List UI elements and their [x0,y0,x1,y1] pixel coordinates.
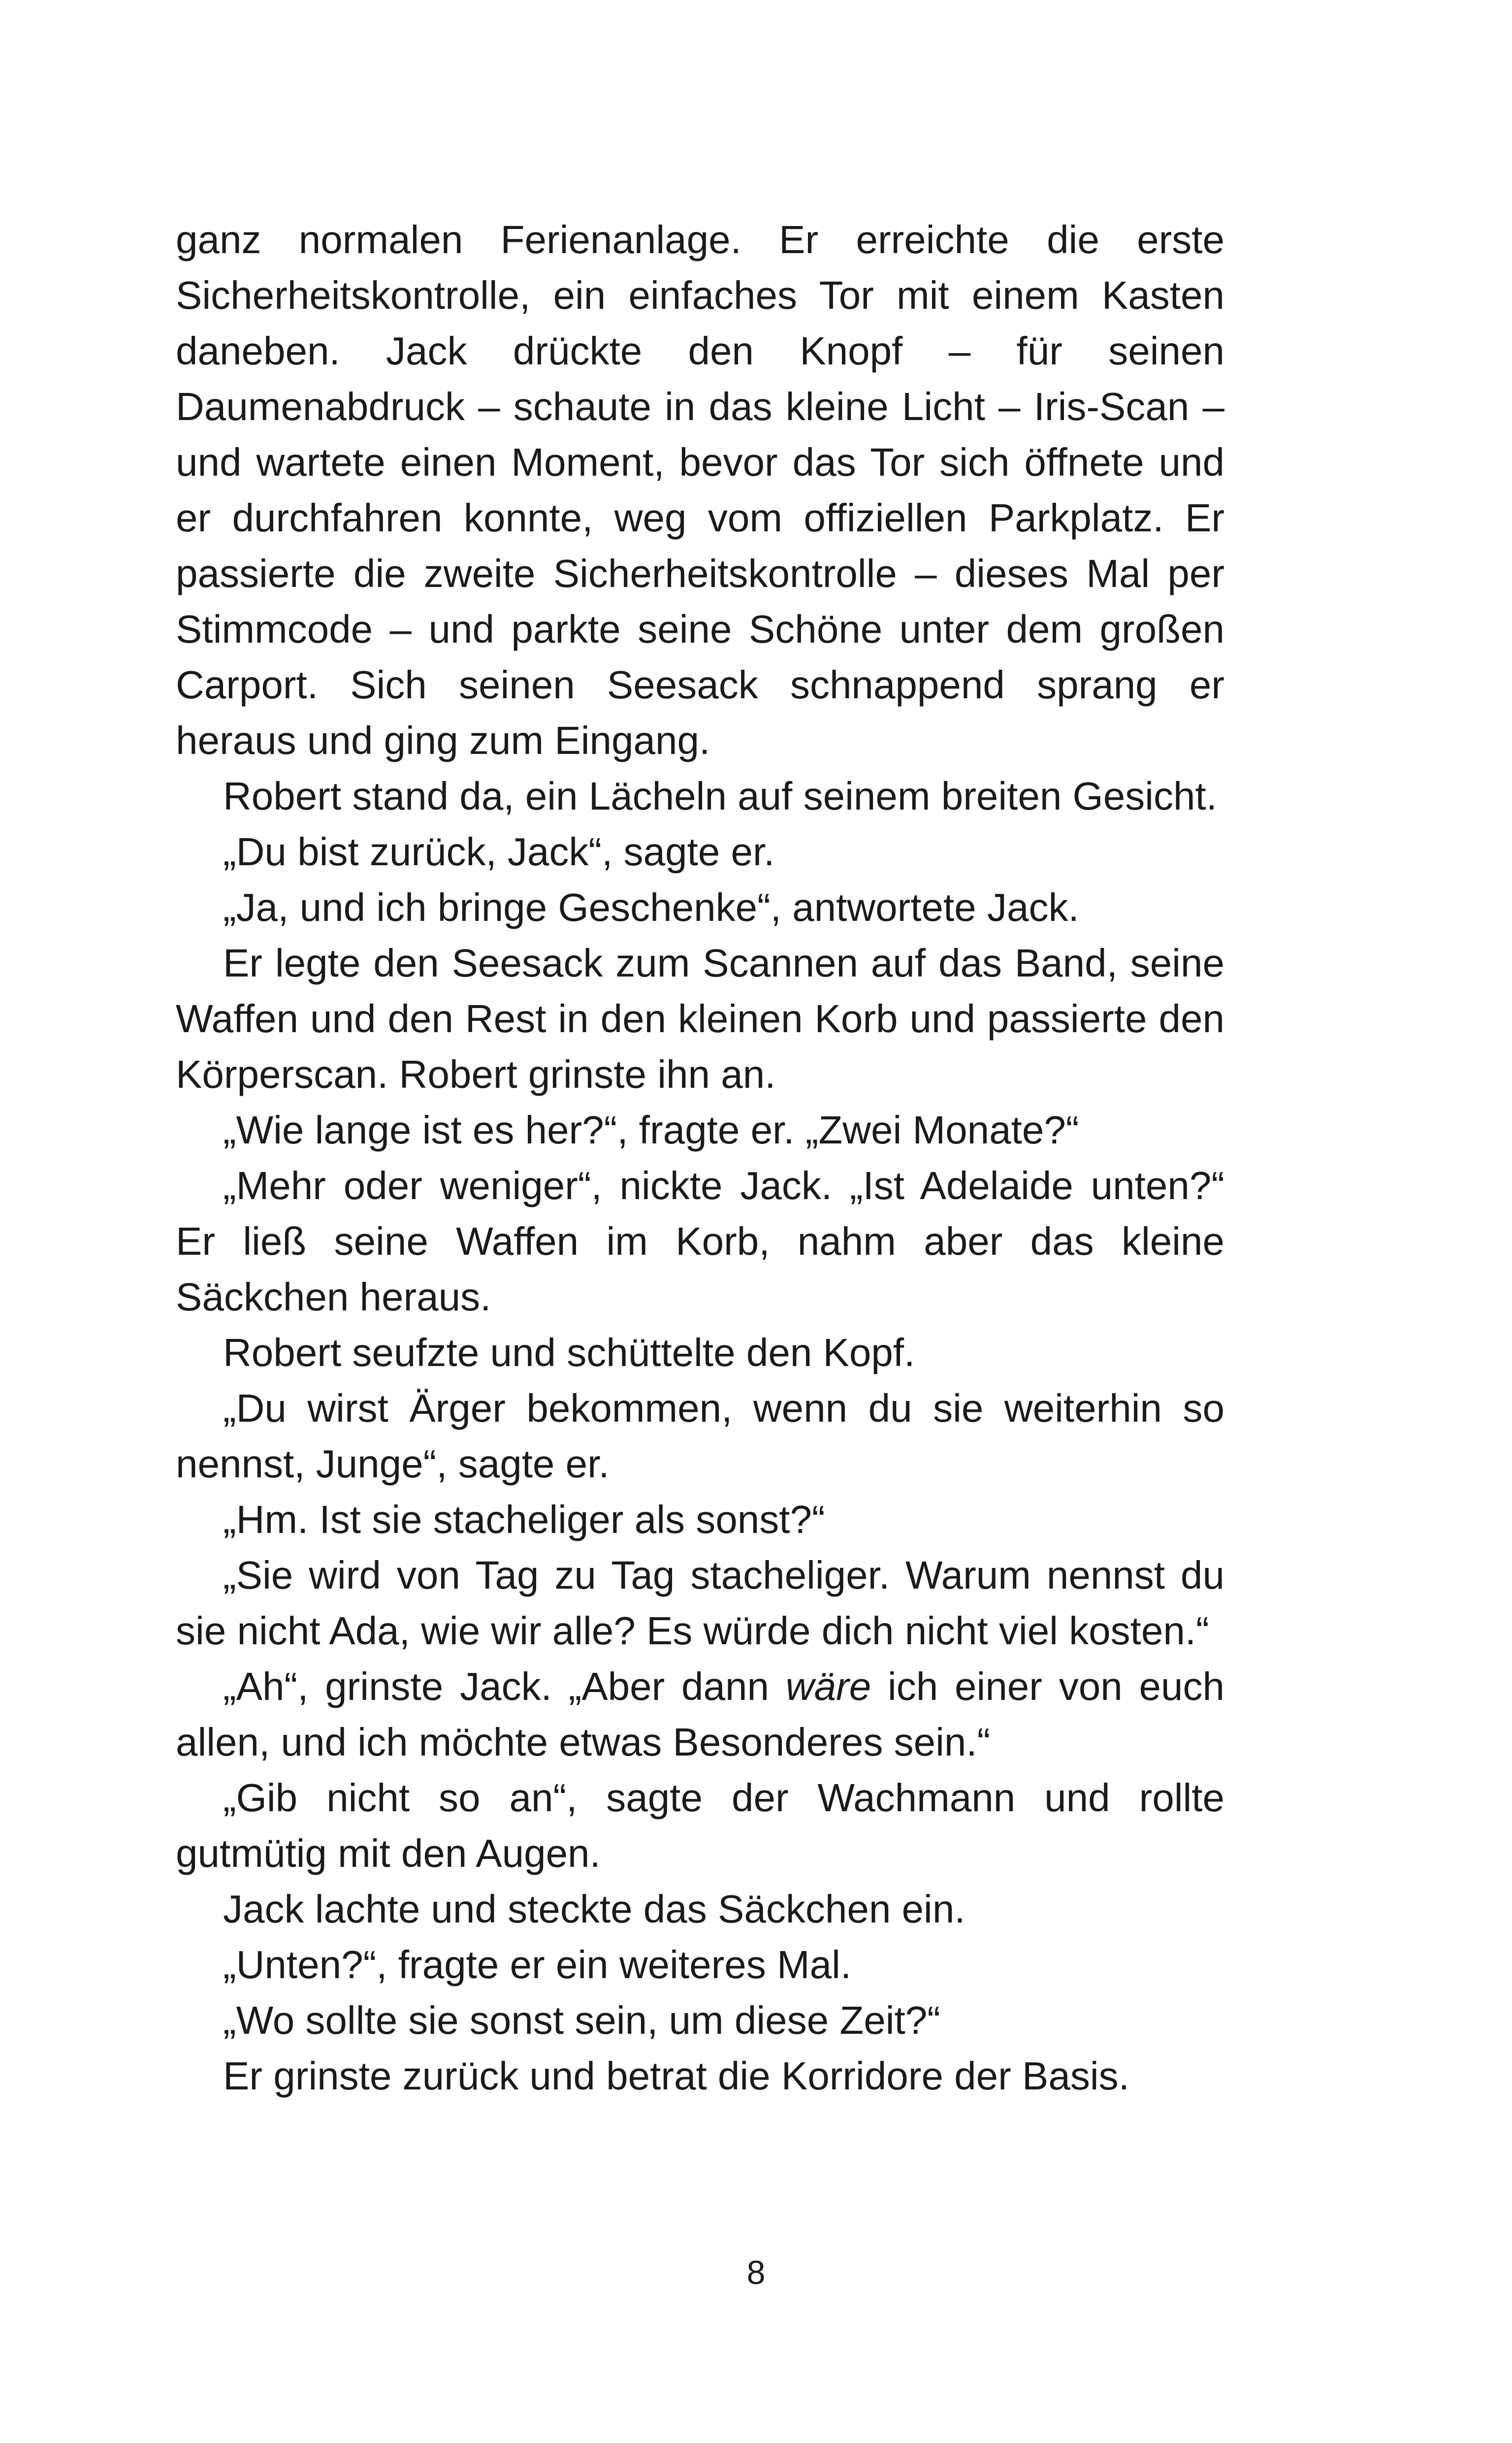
paragraph-12-after: ich einer von euch allen, und ich möchte etwas Besonderes sein.“ [176,1664,1224,1764]
paragraph-12-emphasis: wäre [785,1664,871,1708]
paragraph-1: ganz normalen Ferienanlage. Er erreichte die erste Sicherheitskontrolle, ein einfaches Tor mit einem Kasten daneben. Jack drückte den Knopf – für seinen Daumenabdruck – schaute in das kleine Licht – Iris-Scan – und wartete einen Moment, bevor das Tor sich öffnete und er durchfahren konnte, weg vom offiziellen Parkplatz. Er passierte die zweite Sicherheitskontrolle – dieses Mal per Stimmcode – und parkte seine Schöne unter dem großen Carport. Sich seinen Seesack schnappend sprang er heraus und ging zum Eingang. [176,218,1224,762]
paragraph-4: „Ja, und ich bringe Geschenke“, antwortete Jack. [223,885,1079,929]
paragraph-10: „Hm. Ist sie stacheliger als sonst?“ [223,1498,825,1541]
paragraph-12 [176,1659,1224,1770]
body-text [176,212,1224,2104]
paragraph-12-before: „Ah“, grinste Jack. „Aber dann [223,1664,786,1708]
paragraph-15: „Unten?“, fragte er ein weiteres Mal. [223,1943,852,1987]
paragraph-9: „Du wirst Ärger bekommen, wenn du sie weiterhin so nennst, Junge“, sagte er. [176,1386,1224,1486]
paragraph-7: „Mehr oder weniger“, nickte Jack. „Ist Adelaide unten?“ Er ließ seine Waffen im Korb, nahm aber das kleine Säckchen heraus. [176,1164,1224,1319]
paragraph-5: Er legte den Seesack zum Scannen auf das Band, seine Waffen und den Rest in den kleinen Korb und passierte den Körperscan. Robert grinste ihn an. [176,941,1224,1096]
paragraph-2: Robert stand da, ein Lächeln auf seinem breiten Gesicht. [223,774,1217,818]
paragraph-14: Jack lachte und steckte das Säckchen ein. [223,1887,965,1931]
paragraph-3: „Du bist zurück, Jack“, sagte er. [223,830,775,874]
paragraph-13: „Gib nicht so an“, sagte der Wachmann und rollte gutmütig mit den Augen. [176,1776,1224,1875]
page-number: 8 [746,2254,766,2291]
paragraph-17: Er grinste zurück und betrat die Korridore der Basis. [223,2054,1129,2098]
paragraph-6: „Wie lange ist es her?“, fragte er. „Zwei Monate?“ [223,1108,1079,1152]
paragraph-16: „Wo sollte sie sonst sein, um diese Zeit?“ [223,1998,940,2042]
paragraph-11: „Sie wird von Tag zu Tag stacheliger. Warum nennst du sie nicht Ada, wie wir alle? Es würde dich nicht viel kosten.“ [176,1553,1224,1653]
paragraph-8: Robert seufzte und schüttelte den Kopf. [223,1331,915,1374]
